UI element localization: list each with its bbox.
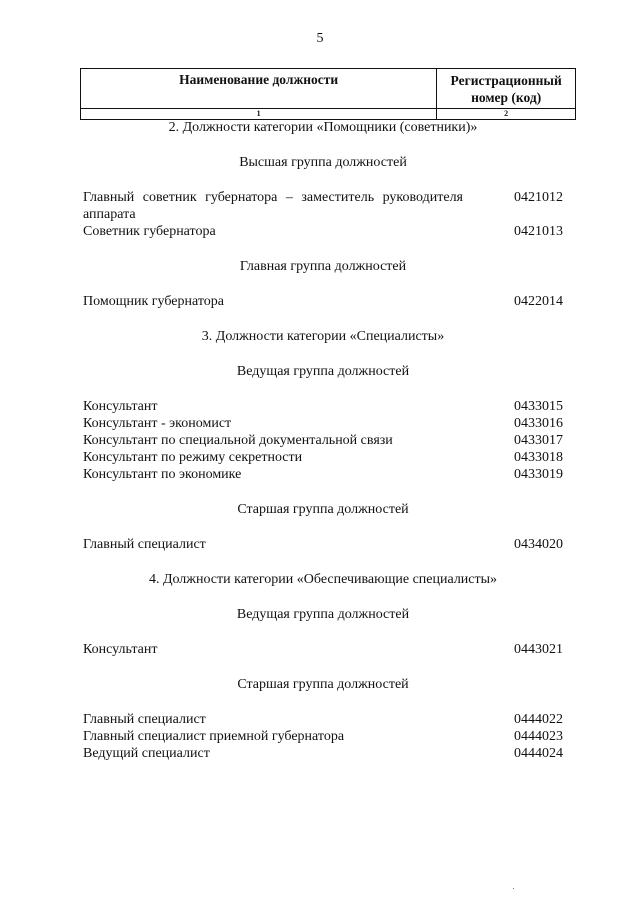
scan-speck xyxy=(513,888,514,889)
positions-list xyxy=(83,116,563,780)
registration-code: 0444022 xyxy=(514,712,563,727)
entry-row xyxy=(83,728,563,745)
registration-code: 0422014 xyxy=(514,294,563,309)
entry-row xyxy=(83,189,563,223)
column-header-code-line2: номер (код) xyxy=(471,90,542,105)
section-title: 2. Должности категории «Помощники (советники)» xyxy=(168,120,478,135)
position-name: Консультант - экономист xyxy=(83,416,232,431)
position-name: Ведущий специалист xyxy=(83,746,210,761)
group-title: Старшая группа должностей xyxy=(237,502,409,517)
entry-list xyxy=(83,398,563,483)
entry-row xyxy=(83,415,563,432)
position-name: Консультант xyxy=(83,642,158,657)
entry-list xyxy=(83,711,563,762)
entry-row xyxy=(83,398,563,415)
registration-code: 0433019 xyxy=(514,467,563,482)
column-number-1: 1 xyxy=(81,109,437,120)
position-name: Консультант по специальной документальной связи xyxy=(83,433,393,448)
entry-row xyxy=(83,293,563,310)
entry-row xyxy=(83,711,563,728)
registration-code: 0421013 xyxy=(514,224,563,239)
column-number-2: 2 xyxy=(437,109,576,120)
position-name: Советник губернатора xyxy=(83,224,216,239)
positions-table-header xyxy=(80,68,576,120)
registration-code: 0434020 xyxy=(514,537,563,552)
entry-list xyxy=(83,189,563,240)
entry-row xyxy=(83,223,563,240)
position-name: Консультант по экономике xyxy=(83,467,242,482)
section-title: 3. Должности категории «Специалисты» xyxy=(201,329,445,344)
entry-row xyxy=(83,449,563,466)
page-number: 5 xyxy=(316,31,324,46)
entry-row xyxy=(83,536,563,553)
position-name: Консультант xyxy=(83,399,158,414)
entry-row xyxy=(83,641,563,658)
registration-code: 0433017 xyxy=(514,433,563,448)
registration-code: 0433015 xyxy=(514,399,563,414)
entry-row xyxy=(83,466,563,483)
entry-list xyxy=(83,536,563,553)
position-name: Главный специалист xyxy=(83,537,206,552)
group-title: Ведущая группа должностей xyxy=(236,607,410,622)
position-name: Главный специалист приемной губернатора xyxy=(83,729,345,744)
entry-row xyxy=(83,432,563,449)
section-title: 4. Должности категории «Обеспечивающие специалисты» xyxy=(148,572,498,587)
position-name: Консультант по режиму секретности xyxy=(83,450,303,465)
group-title: Старшая группа должностей xyxy=(237,677,409,692)
registration-code: 0433018 xyxy=(514,450,563,465)
position-name: Помощник губернатора xyxy=(83,294,224,309)
group-title: Ведущая группа должностей xyxy=(236,364,410,379)
registration-code: 0421012 xyxy=(514,190,563,205)
position-name: Главный специалист xyxy=(83,712,206,727)
position-name: Главный советник губернатора – заместитель руководителя аппарата xyxy=(83,190,463,222)
registration-code: 0433016 xyxy=(514,416,563,431)
entry-list xyxy=(83,293,563,310)
registration-code: 0444023 xyxy=(514,729,563,744)
column-header-code-line1: Регистрационный xyxy=(450,73,562,88)
entry-row xyxy=(83,745,563,762)
group-title: Главная группа должностей xyxy=(239,259,407,274)
group-title: Высшая группа должностей xyxy=(239,155,407,170)
column-header-registration-code xyxy=(437,69,576,109)
registration-code: 0444024 xyxy=(514,746,563,761)
registration-code: 0443021 xyxy=(514,642,563,657)
entry-list xyxy=(83,641,563,658)
column-header-position-name: Наименование должности xyxy=(81,69,437,109)
